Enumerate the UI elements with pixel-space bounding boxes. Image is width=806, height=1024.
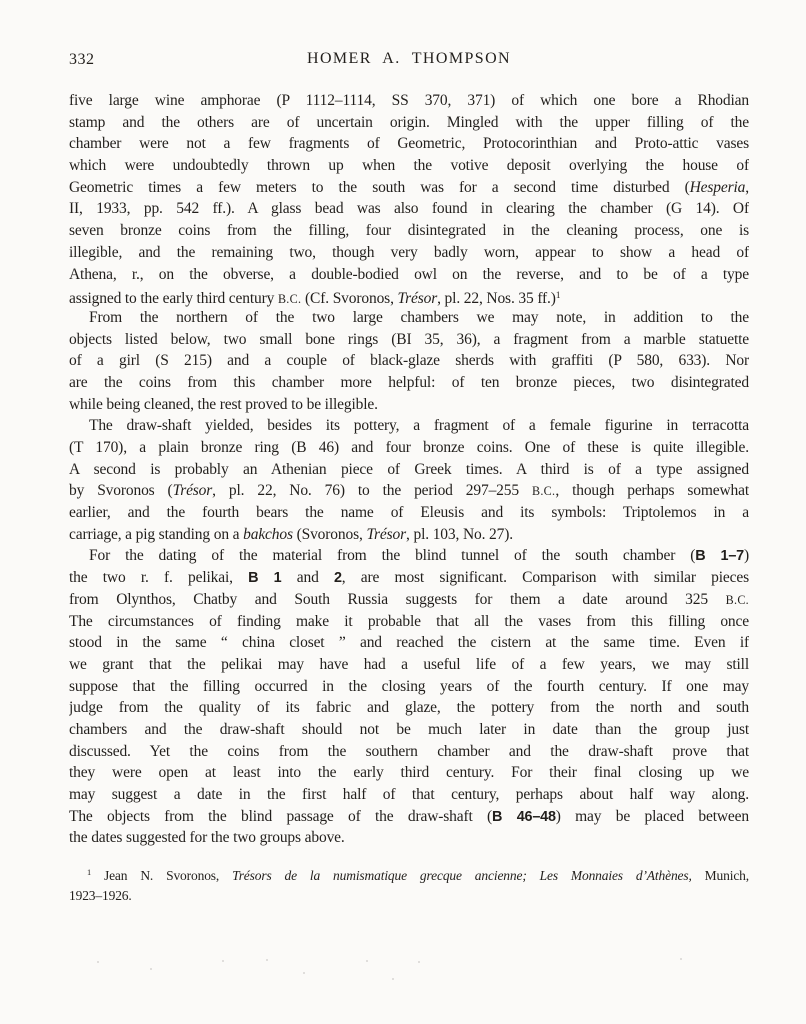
text-line <box>69 480 749 502</box>
scan-speck <box>303 972 305 974</box>
text-run: suppose that the filling occurred in the closing years of the fourth century. If one may <box>69 677 749 695</box>
scan-speck <box>680 958 682 960</box>
text-run: Jean N. Svoronos, <box>91 868 233 883</box>
bold-catalogue-ref: B 1 <box>248 570 282 587</box>
scan-speck <box>418 961 420 963</box>
text-run: earlier, and the fourth bears the name of Eleusis and its symbols: Triptolemos in a <box>69 504 749 522</box>
text-run: stamp and the others are of uncertain origin. Mingled with the upper filling of the <box>69 113 749 131</box>
smallcaps-run: B.C. <box>531 484 556 499</box>
scan-speck <box>222 960 224 962</box>
text-run: five large wine amphorae (P 1112–1114, SS 370, 371) of which one bore a Rhodian <box>69 92 749 109</box>
text-run: The objects from the blind passage of the draw-shaft ( <box>69 807 493 825</box>
text-run: Munich, <box>691 868 749 883</box>
text-line <box>69 437 749 459</box>
text-run: 1923–1926. <box>69 888 132 903</box>
scan-speck <box>266 959 268 961</box>
text-line <box>69 545 749 567</box>
text-line <box>69 264 749 286</box>
text-line <box>69 861 749 884</box>
text-line <box>69 90 749 112</box>
text-line <box>69 654 749 676</box>
text-run: ) may be placed between <box>555 807 749 825</box>
text-run: carriage, a pig standing on a <box>69 525 244 543</box>
text-run: by Svoronos ( <box>69 482 173 500</box>
text-line <box>69 632 749 654</box>
page-number: 332 <box>69 51 95 68</box>
text-line <box>69 827 749 849</box>
scan-speck <box>150 968 152 970</box>
text-run: A second is probably an Athenian piece of Greek times. A third is of a type assigned <box>69 460 749 478</box>
text-run: (T 170), a plain bronze ring (B 46) and four bronze coins. One of these is quite illegible. <box>69 439 749 456</box>
bold-catalogue-ref: B 1–7 <box>695 548 744 565</box>
footnote-marker: 1 <box>555 290 561 302</box>
text-run: and <box>281 569 334 587</box>
scan-speck <box>366 960 368 962</box>
text-run: From the northern of the two large chambers we may note, in addition to the <box>89 308 749 326</box>
footnote <box>69 861 749 907</box>
text-run: the two r. f. pelikai, <box>69 569 249 587</box>
text-run: For the dating of the material from the blind tunnel of the south chamber ( <box>89 547 696 565</box>
text-line <box>69 806 749 828</box>
text-run: which were undoubtedly thrown up when the votive deposit overlying the house of <box>69 157 749 175</box>
text-run: objects listed below, two small bone rings (BI 35, 36), a fragment from a marble statuette <box>69 330 749 348</box>
italic-run: Trésors de la numismatique grecque ancienne; Les Monnaies d’Athènes, <box>232 868 692 883</box>
text-run: are the coins from this chamber more helpful: of ten bronze pieces, two disintegrated <box>69 373 749 391</box>
text-line <box>69 198 749 220</box>
text-run: , pl. 22, Nos. 35 ff.) <box>437 290 556 307</box>
text-line <box>69 285 749 307</box>
page-header <box>69 50 749 72</box>
footnote-marker: 1 <box>87 868 92 877</box>
italic-run: Trésor <box>172 482 213 500</box>
scan-speck <box>392 978 394 980</box>
paragraph <box>69 307 749 415</box>
text-run: , <box>745 178 749 196</box>
text-line <box>69 394 749 416</box>
text-line <box>69 719 749 741</box>
text-run: stood in the same “ china closet ” and reached the cistern at the same time. Even if <box>69 634 749 652</box>
text-run: discussed. Yet the coins from the southern chamber and the draw-shaft prove that <box>69 742 749 760</box>
italic-run: bakchos <box>243 525 293 543</box>
paragraph <box>69 415 749 545</box>
text-line <box>69 676 749 698</box>
text-run: assigned to the early third century <box>69 290 278 307</box>
text-run: , pl. 22, No. 76) to the period 297–255 <box>212 482 532 500</box>
text-line <box>69 884 749 907</box>
text-run: II, 1933, pp. 542 ff.). A glass bead was also found in clearing the chamber (G 14). Of <box>69 200 749 218</box>
page-body <box>69 90 749 849</box>
text-line <box>69 415 749 437</box>
text-line <box>69 177 749 199</box>
text-line <box>69 741 749 763</box>
text-run: Athena, r., on the obverse, a double-bodied owl on the reverse, and to be of a type <box>69 265 749 283</box>
italic-run: Trésor <box>366 525 407 543</box>
text-line <box>69 155 749 177</box>
text-line <box>69 784 749 806</box>
bold-catalogue-ref: 2 <box>333 570 342 587</box>
text-run: Geometric times a few meters to the south was for a second time disturbed ( <box>69 178 690 196</box>
smallcaps-run: B.C. <box>277 292 302 307</box>
text-line <box>69 502 749 524</box>
scan-speck <box>97 961 99 963</box>
italic-run: Hesperia <box>689 178 746 196</box>
text-run: ) <box>743 547 749 565</box>
text-run: of a girl (S 215) and a couple of black-glaze sherds with graffiti (P 580, 633). Nor <box>69 352 749 370</box>
text-line <box>69 350 749 372</box>
running-head: HOMER A. THOMPSON <box>307 50 511 67</box>
text-run: , though perhaps somewhat <box>555 482 749 500</box>
text-line <box>69 372 749 394</box>
text-run: the dates suggested for the two groups above. <box>69 829 345 847</box>
text-line <box>69 762 749 784</box>
text-run: (Svoronos, <box>292 525 367 543</box>
text-line <box>69 524 749 546</box>
text-line <box>69 329 749 351</box>
text-run: while being cleaned, the rest proved to be illegible. <box>69 395 378 413</box>
text-run: , pl. 103, No. 27). <box>406 525 513 543</box>
text-run: The circumstances of finding make it probable that all the vases from this filling once <box>69 612 749 630</box>
text-run: chambers and the draw-shaft should not be much later in date than the group just <box>69 720 749 738</box>
text-line <box>69 459 749 481</box>
paragraph <box>69 90 749 307</box>
text-run: from Olynthos, Chatby and South Russia suggests for them a date around 325 <box>69 590 726 608</box>
text-line <box>69 611 749 633</box>
text-line <box>69 697 749 719</box>
text-run: judge from the quality of its fabric and glaze, the pottery from the north and south <box>69 699 749 717</box>
text-line <box>69 220 749 242</box>
text-run: (Cf. Svoronos, <box>301 290 398 307</box>
text-line <box>69 567 749 589</box>
text-run: we grant that the pelikai may have had a useful life of a few years, we may still <box>69 655 749 673</box>
text-run: they were open at least into the early third century. For their final closing up we <box>69 764 749 782</box>
text-line <box>69 133 749 155</box>
text-run: , are most significant. Comparison with similar pieces <box>341 569 749 587</box>
text-run: seven bronze coins from the filling, four disintegrated in the cleaning process, one is <box>69 222 749 240</box>
bold-catalogue-ref: B 46–48 <box>492 808 556 825</box>
text-line <box>69 112 749 134</box>
text-run: illegible, and the remaining two, though very badly worn, appear to show a head of <box>69 243 749 261</box>
text-line <box>69 307 749 329</box>
italic-run: Trésor <box>397 290 438 307</box>
text-line <box>69 242 749 264</box>
paragraph <box>69 545 749 849</box>
text-run: may suggest a date in the first half of that century, perhaps about half way along. <box>69 786 749 803</box>
smallcaps-run: B.C. <box>725 592 749 607</box>
text-run: The draw-shaft yielded, besides its pottery, a fragment of a female figurine in terracotta <box>89 417 749 435</box>
text-run: chamber were not a few fragments of Geometric, Protocorinthian and Proto-attic vases <box>69 135 749 153</box>
text-line <box>69 589 749 611</box>
